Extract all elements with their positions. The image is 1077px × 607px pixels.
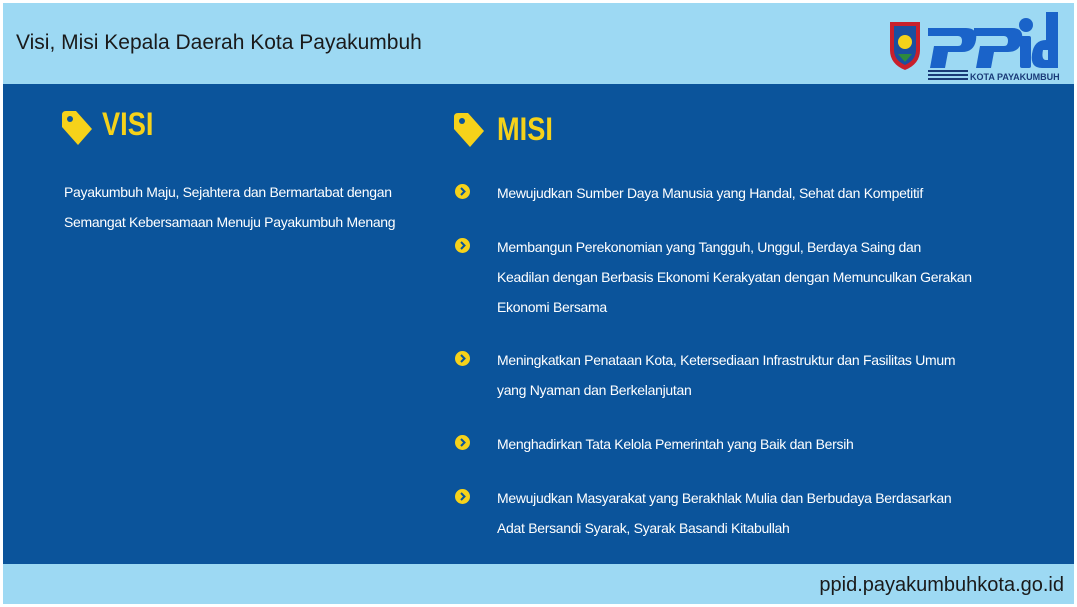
page-title: Visi, Misi Kepala Daerah Kota Payakumbuh xyxy=(16,31,422,54)
header-bar xyxy=(3,3,1074,84)
misi-item-text: Mewujudkan Sumber Daya Manusia yang Handal, Sehat dan Kompetitif xyxy=(497,185,923,201)
site-url: ppid.payakumbuhkota.go.id xyxy=(819,574,1064,596)
chevron-right-circle-icon xyxy=(455,489,470,504)
misi-item-text: Meningkatkan Penataan Kota, Ketersediaan Infrastruktur dan Fasilitas Umum yang Nyaman dan Berkelanjutan xyxy=(497,352,956,398)
visi-heading: VISI xyxy=(102,106,154,142)
tag-icon xyxy=(452,111,486,149)
misi-heading: MISI xyxy=(497,111,553,147)
main-content xyxy=(3,84,1074,564)
misi-item-text: Mewujudkan Masyarakat yang Berakhlak Mulia dan Berbudaya Berdasarkan Adat Bersandi Syarak, Syarak Basandi Kitabullah xyxy=(497,490,952,536)
footer-bar xyxy=(3,564,1074,604)
visi-text: Payakumbuh Maju, Sejahtera dan Bermartabat dengan Semangat Kebersamaan Menuju Payakumbuh Menang xyxy=(64,184,396,230)
chevron-right-circle-icon xyxy=(455,351,470,366)
slide xyxy=(3,3,1074,604)
logo-subtext: KOTA PAYAKUMBUH xyxy=(970,72,1060,82)
chevron-right-circle-icon xyxy=(455,238,470,253)
misi-item-text: Membangun Perekonomian yang Tangguh, Unggul, Berdaya Saing dan Keadilan dengan Berbasis Ekonomi Kerakyatan dengan Memunculkan Gerakan Ekonomi Bersama xyxy=(497,239,972,315)
chevron-right-circle-icon xyxy=(455,435,470,450)
tag-icon xyxy=(60,109,94,147)
chevron-right-circle-icon xyxy=(455,184,470,199)
misi-item-text: Menghadirkan Tata Kelola Pemerintah yang Baik dan Bersih xyxy=(497,436,854,452)
city-emblem-icon xyxy=(890,22,920,70)
ppid-logo xyxy=(886,6,1062,83)
